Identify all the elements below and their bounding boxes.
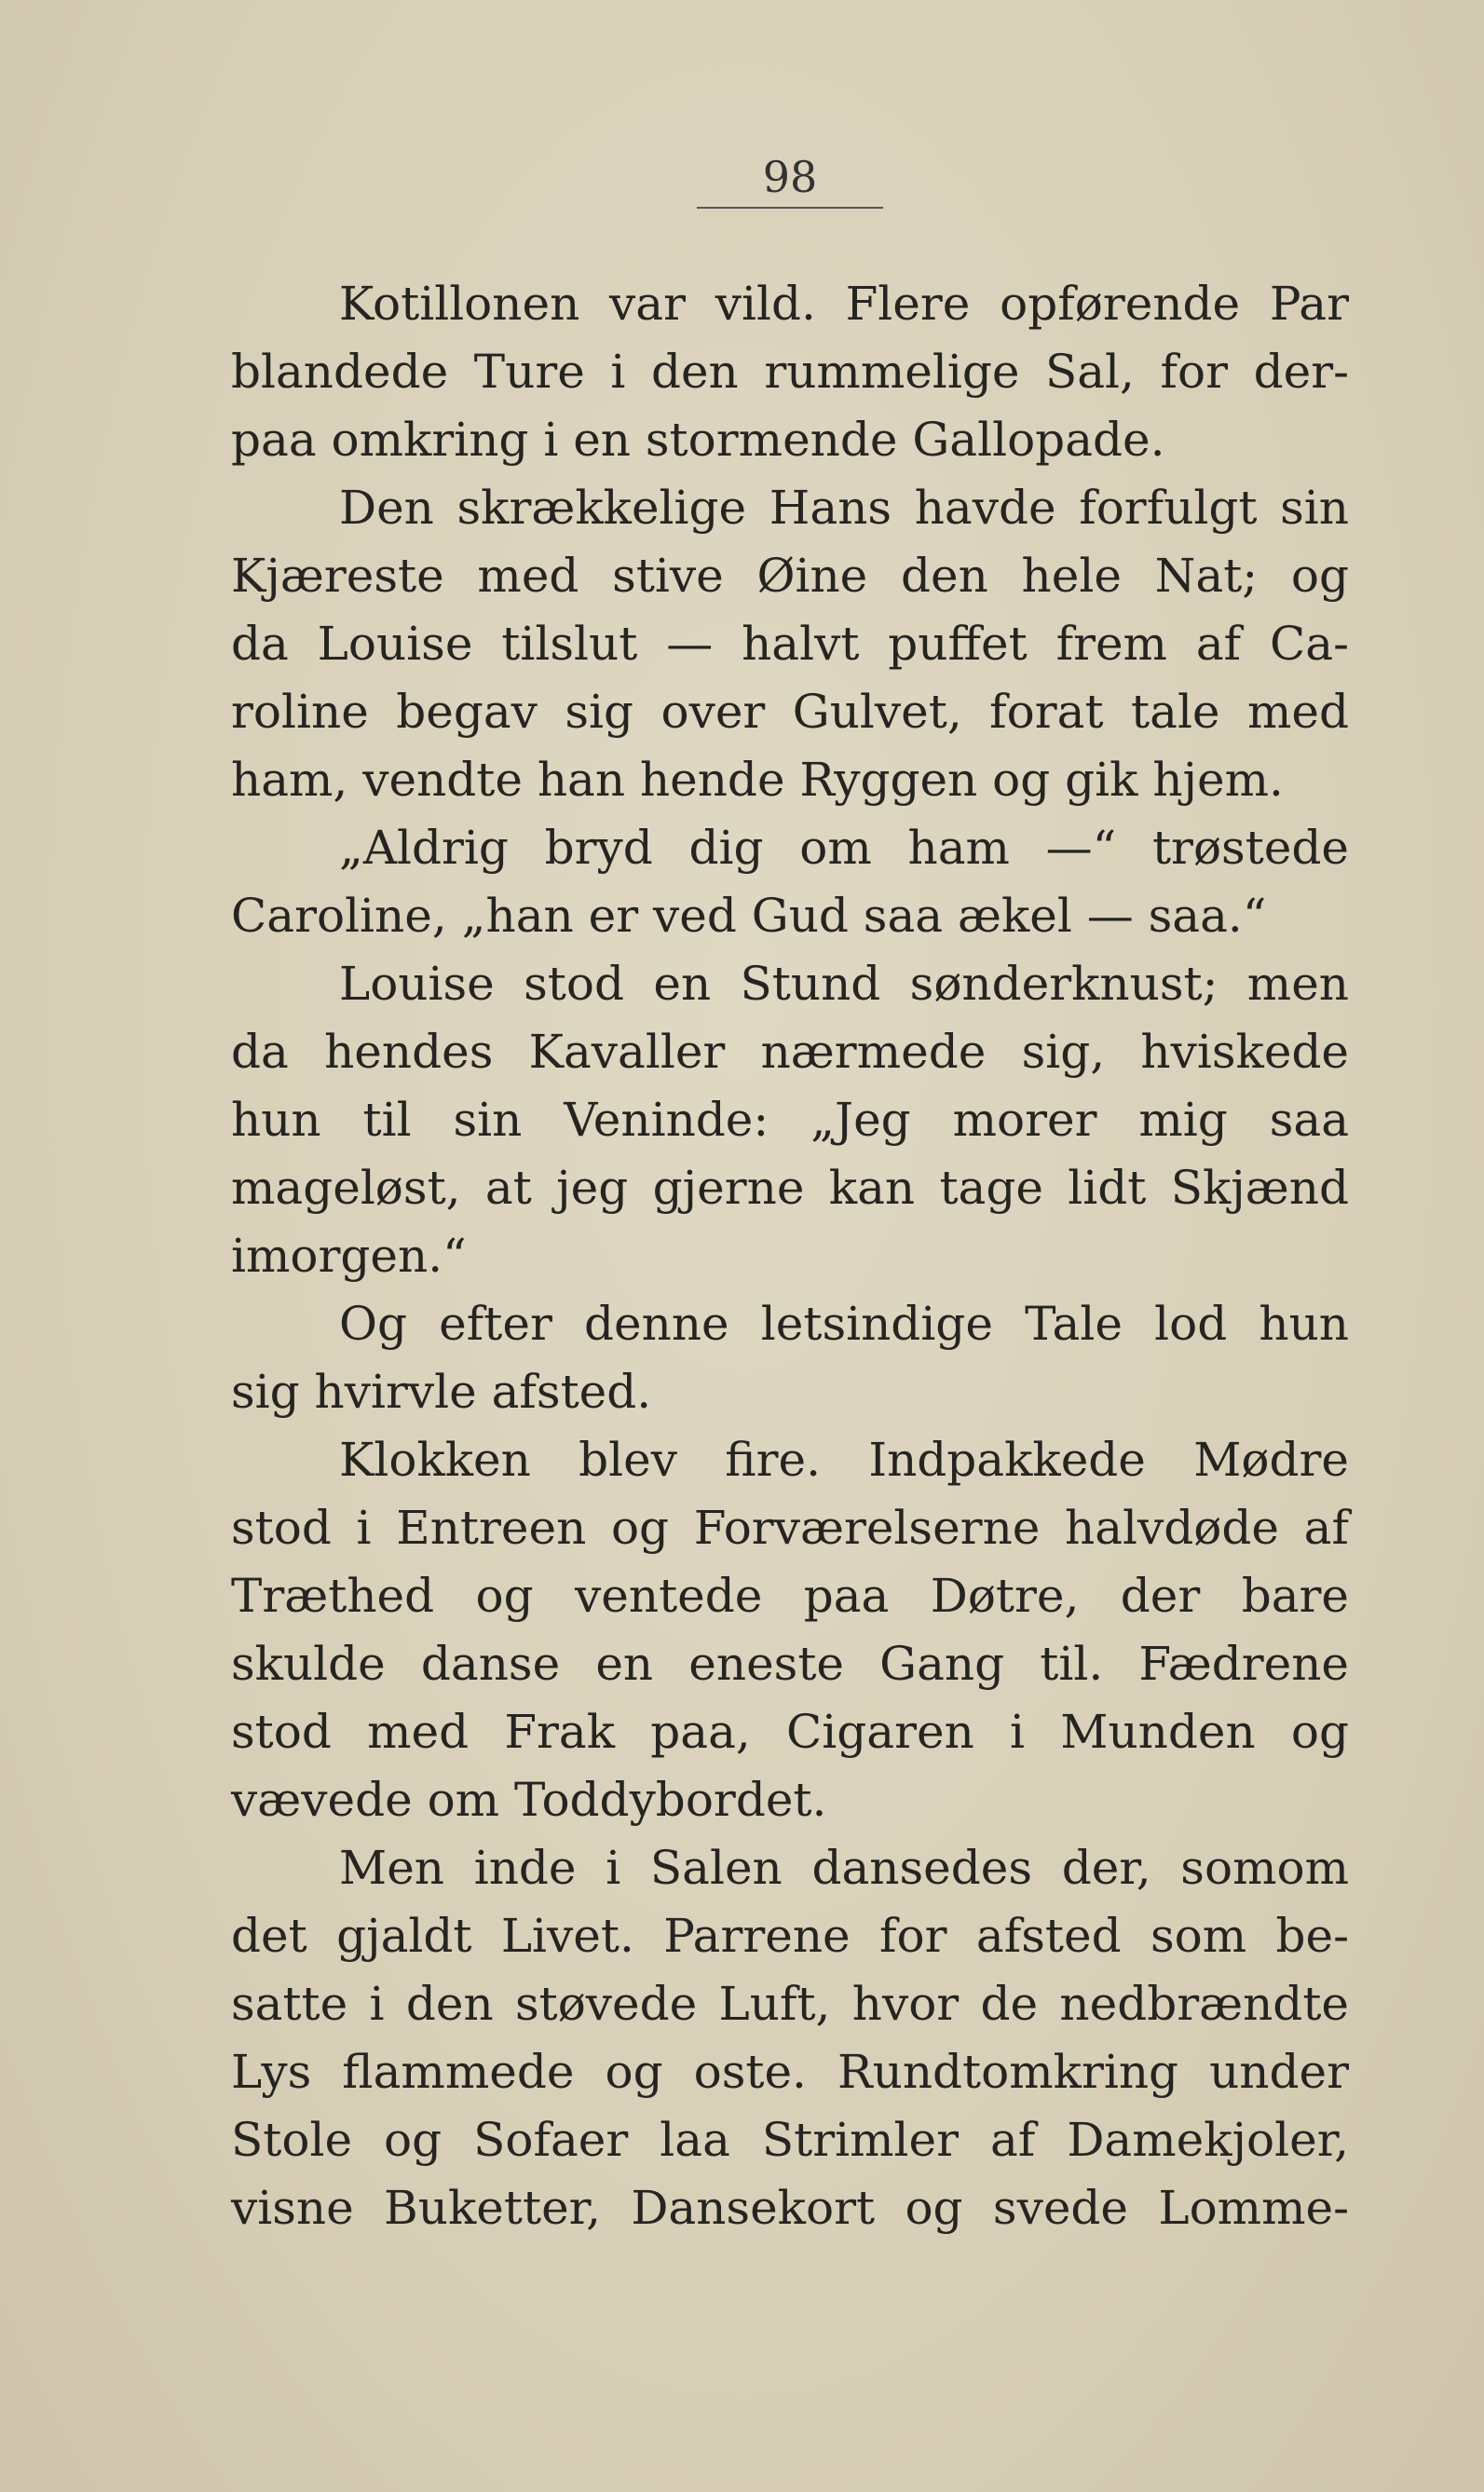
- text-line: stod med Frak paa, Cigaren i Munden og: [231, 1705, 1349, 1759]
- text-line: satte i den støvede Luft, hvor de nedbrændte: [231, 1977, 1349, 2031]
- text-line: blandede Ture i den rummelige Sal, for der-: [231, 345, 1349, 399]
- text-line: Caroline, „han er ved Gud saa ækel — saa.“: [231, 889, 1267, 943]
- text-line: Stole og Sofaer laa Strimler af Damekjoler,: [231, 2113, 1349, 2167]
- text-line: Lys flammede og oste. Rundtomkring under: [231, 2045, 1349, 2099]
- page-number-rule: [697, 207, 883, 209]
- text-line: imorgen.“: [231, 1229, 467, 1283]
- text-line: da Louise tilslut — halvt puffet frem af Ca-: [231, 617, 1349, 671]
- text-line: Klokken blev fire. Indpakkede Mødre: [339, 1433, 1349, 1487]
- body-text: [231, 270, 1349, 2242]
- text-line: Kotillonen var vild. Flere opførende Par: [339, 277, 1349, 331]
- text-line: Kjæreste med stive Øine den hele Nat; og: [231, 549, 1349, 603]
- text-line: stod i Entreen og Forværelserne halvdøde af: [231, 1501, 1349, 1555]
- text-line: Træthed og ventede paa Døtre, der bare: [231, 1569, 1349, 1623]
- text-line: paa omkring i en stormende Gallopade.: [231, 413, 1165, 467]
- text-line: mageløst, at jeg gjerne kan tage lidt Skjænd: [231, 1161, 1349, 1215]
- text-line: hun til sin Veninde: „Jeg morer mig saa: [231, 1093, 1349, 1147]
- text-line: ham, vendte han hende Ryggen og gik hjem.: [231, 753, 1284, 807]
- text-line: da hendes Kavaller nærmede sig, hviskede: [231, 1025, 1349, 1079]
- text-line: vævede om Toddybordet.: [231, 1773, 827, 1827]
- text-line: Den skrækkelige Hans havde forfulgt sin: [339, 481, 1349, 535]
- text-line: Louise stod en Stund sønderknust; men: [339, 957, 1349, 1011]
- text-line: det gjaldt Livet. Parrene for afsted som be-: [231, 1909, 1349, 1963]
- text-line: visne Buketter, Dansekort og svede Lomme-: [231, 2181, 1349, 2235]
- text-line: skulde danse en eneste Gang til. Fædrene: [231, 1637, 1349, 1691]
- text-line: Og efter denne letsindige Tale lod hun: [339, 1297, 1349, 1351]
- text-line: „Aldrig bryd dig om ham —“ trøstede: [339, 821, 1349, 875]
- page-number: 98: [762, 152, 818, 202]
- text-line: roline begav sig over Gulvet, forat tale med: [231, 685, 1349, 739]
- text-line: sig hvirvle afsted.: [231, 1365, 652, 1419]
- text-line: Men inde i Salen dansedes der, somom: [339, 1841, 1349, 1895]
